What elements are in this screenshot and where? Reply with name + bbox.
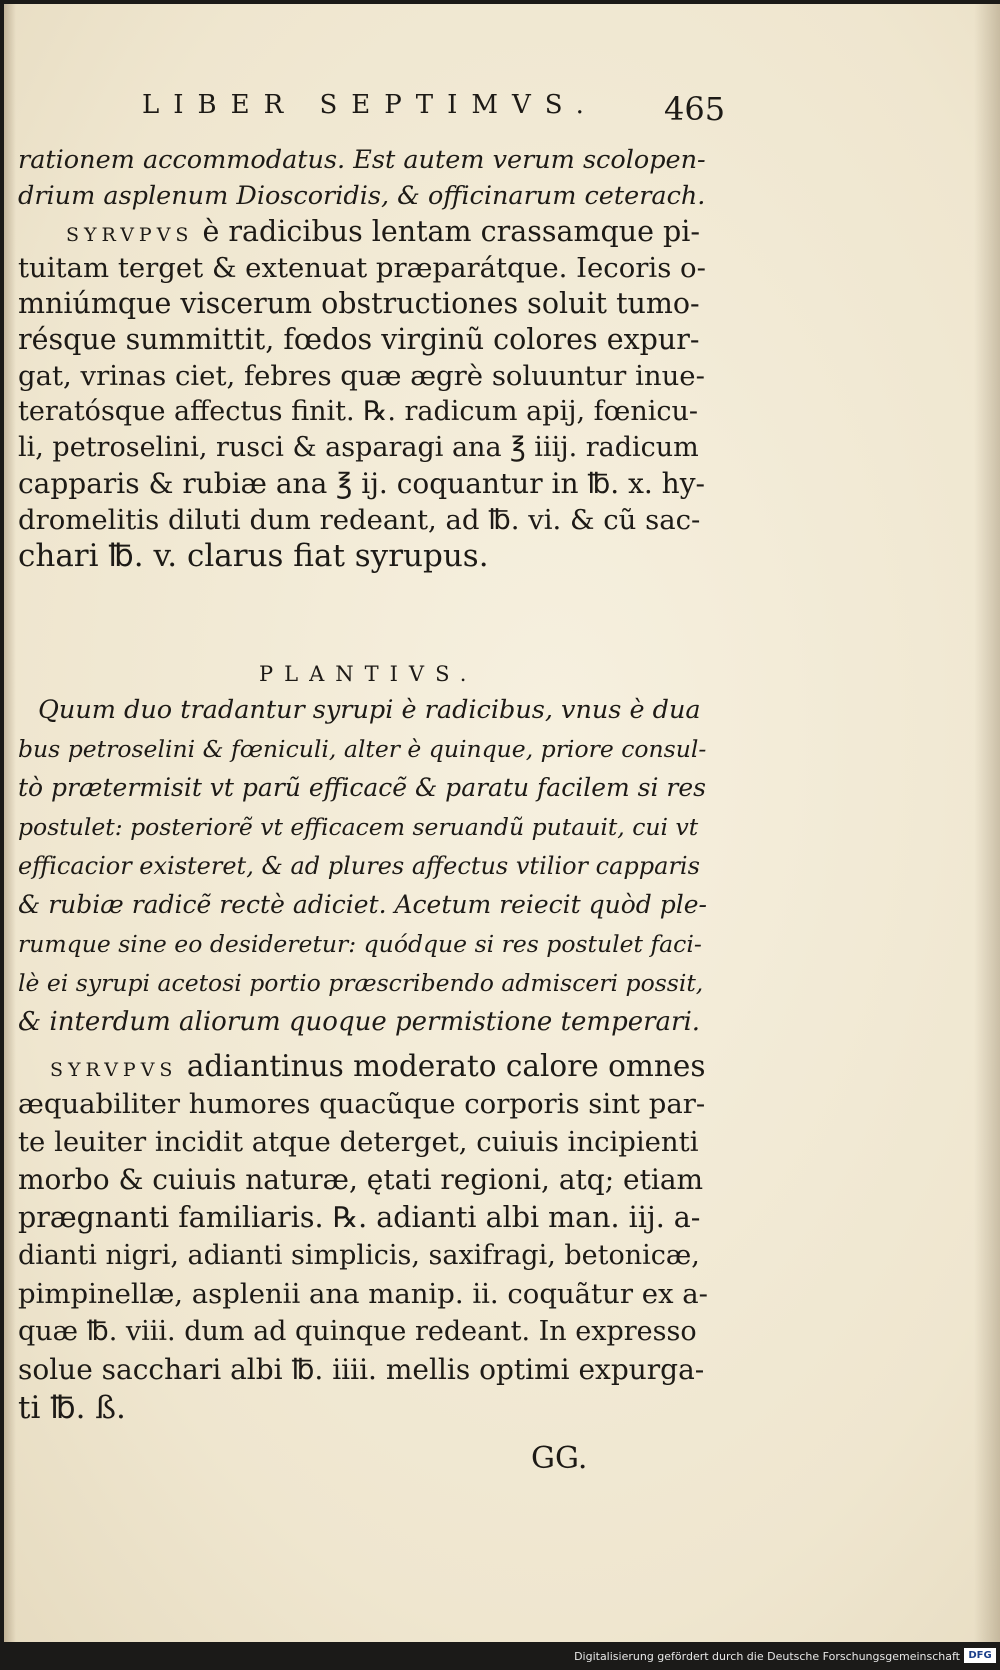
- text-line: rationem accommodatus. Est autem verum scolopen-: [18, 145, 706, 175]
- text-line: chari ℔. v. clarus fiat syrupus.: [18, 538, 489, 574]
- text-line: te leuiter incidit atque deterget, cuiuis incipienti: [18, 1126, 699, 1158]
- text-line: teratósque affectus finit. ℞. radicum apij, fœnicu-: [18, 396, 699, 427]
- text-line: prægnanti familiaris. ℞. adianti albi man. iij. a-: [18, 1201, 701, 1234]
- commentary-line: Quum duo tradantur syrupi è radicibus, vnus è dua: [38, 695, 701, 725]
- text-line: gat, vrinas ciet, febres quæ ægrè soluuntur inue-: [18, 360, 705, 392]
- commentary-line: tò prætermisit vt parũ efficacẽ & paratu facilem si res: [18, 773, 706, 802]
- catchword: GG.: [531, 1441, 588, 1476]
- text-line: æquabiliter humores quacũque corporis sint par-: [18, 1088, 706, 1120]
- page-edge-shadow: [974, 4, 1000, 1642]
- book-page: [4, 4, 1000, 1642]
- page-number: 465: [664, 90, 726, 128]
- footer-bar: [0, 1642, 1000, 1670]
- text-line: quæ ℔. viii. dum ad quinque redeant. In expresso: [18, 1316, 697, 1347]
- text-line: pimpinellæ, asplenii ana manip. ii. coquãtur ex a-: [18, 1278, 708, 1310]
- text-line: SYRVPVS è radicibus lentam crassamque pi-: [66, 215, 700, 248]
- commentary-line: & rubiæ radicẽ rectè adiciet. Acetum reiecit quòd ple-: [18, 890, 707, 919]
- commentary-line: rumque sine eo desideretur: quódque si res postulet faci-: [18, 930, 702, 958]
- section-heading: PLANTIVS.: [259, 662, 478, 686]
- commentary-line: & interdum aliorum quoque permistione temperari.: [18, 1007, 701, 1037]
- commentary-line: bus petroselini & fœniculi, alter è quinque, priore consul-: [18, 735, 707, 763]
- text-line: morbo & cuiuis naturæ, ętati regioni, atq; etiam: [18, 1163, 704, 1196]
- text-line: ti ℔. ß.: [18, 1390, 126, 1426]
- text-line: solue sacchari albi ℔. iiii. mellis optimi expurga-: [18, 1353, 705, 1386]
- small-caps-lead: SYRVPVS: [66, 224, 194, 246]
- text-line: mniúmque viscerum obstructiones soluit tumo-: [18, 287, 700, 320]
- text-line: capparis & rubiæ ana ℥ ij. coquantur in ℔. x. hy-: [18, 467, 705, 500]
- running-head: LIBER SEPTIMVS.: [142, 90, 598, 120]
- funding-notice: Digitalisierung gefördert durch die Deutsche Forschungsgemeinschaft: [574, 1650, 960, 1663]
- text-line: tuitam terget & extenuat præparátque. Iecoris o-: [18, 252, 706, 284]
- text-line: dromelitis diluti dum redeant, ad ℔. vi. & cũ sac-: [18, 504, 701, 536]
- small-caps-lead: SYRVPVS: [50, 1059, 178, 1081]
- text-line: dianti nigri, adianti simplicis, saxifragi, betonicæ,: [18, 1240, 700, 1271]
- text-line: li, petroselini, rusci & asparagi ana ℥ iiij. radicum: [18, 432, 699, 463]
- text-line: drium asplenum Dioscoridis, & officinarum ceterach.: [18, 181, 706, 211]
- text-line: SYRVPVS adiantinus moderato calore omnes: [50, 1049, 706, 1083]
- page-gutter-shadow: [4, 4, 16, 1642]
- text-line: résque summittit, fœdos virginũ colores expur-: [18, 323, 700, 356]
- commentary-line: postulet: posteriorẽ vt efficacem seruandũ putauit, cui vt: [18, 813, 699, 841]
- commentary-line: lè ei syrupi acetosi portio præscribendo admisceri possit,: [18, 969, 704, 997]
- commentary-line: efficacior existeret, & ad plures affectus vtilior capparis: [18, 852, 700, 880]
- dfg-logo: DFG: [964, 1648, 996, 1663]
